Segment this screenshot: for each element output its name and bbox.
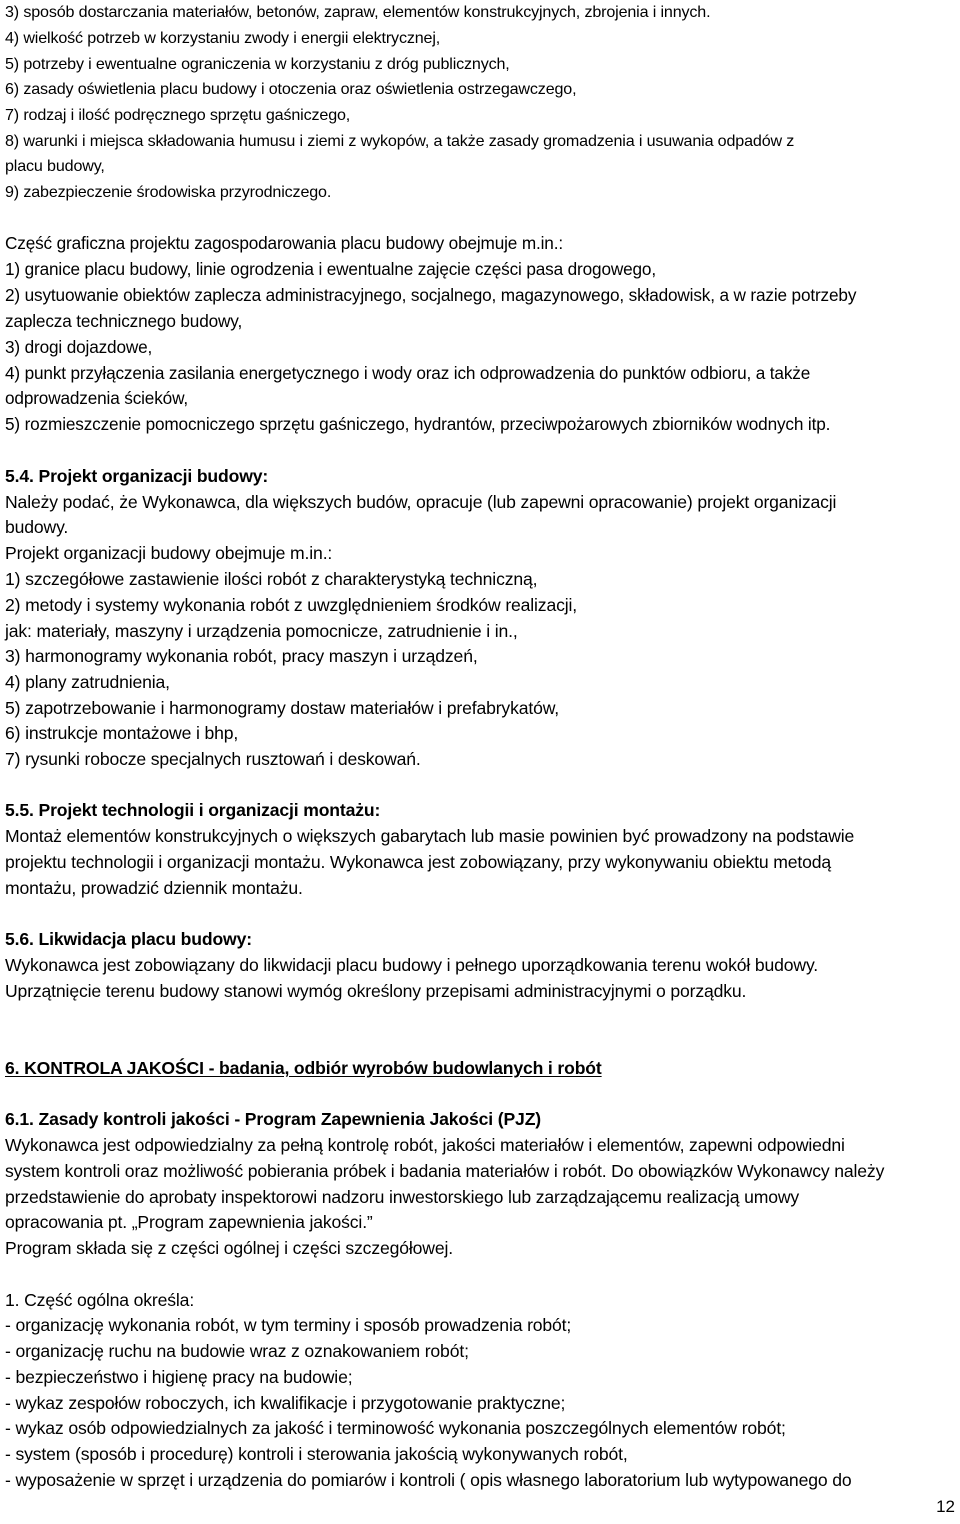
section-6-1-heading: 6.1. Zasady kontroli jakości - Program Zapewnienia Jakości (PJZ) [5,1109,541,1129]
list-item: - wykaz zespołów roboczych, ich kwalifikacje i przygotowanie praktyczne; [5,1393,566,1413]
section-number: 5.4. [5,466,34,486]
graphic-part-item: 4) punkt przyłączenia zasilania energetycznego i wody oraz ich odprowadzenia do punktów odbioru, a także [5,363,811,383]
list-a-item: placu budowy, [5,157,105,175]
list-item: - organizację ruchu na budowie wraz z oznakowaniem robót; [5,1341,469,1361]
list-a-item: 7) rodzaj i ilość podręcznego sprzętu gaśniczego, [5,106,351,124]
list-item: 6) instrukcje montażowe i bhp, [5,723,239,743]
paragraph-line: system kontroli oraz możliwość pobierania próbek i badania materiałów i robót. Do obowiązków Wykonawcy należy [5,1161,885,1181]
paragraph-line: projektu technologii i organizacji montażu. Wykonawca jest zobowiązany, przy wykonywaniu obiektu metodą [5,852,832,872]
list-a-item: 4) wielkość potrzeb w korzystaniu zwody i energii elektrycznej, [5,29,441,47]
section-title: Likwidacja placu budowy: [33,929,252,949]
section-number: 5.6. [5,929,34,949]
paragraph-line: Uprzątnięcie terenu budowy stanowi wymóg określony przepisami administracyjnymi o porządku. [5,981,747,1001]
list-item: 1) szczegółowe zastawienie ilości robót z charakterystyką techniczną, [5,569,538,589]
list-item: jak: materiały, maszyny i urządzenia pomocnicze, zatrudnienie i in., [5,621,518,641]
graphic-part-intro: Część graficzna projektu zagospodarowania placu budowy obejmuje m.in.: [5,233,563,253]
list-item: 7) rysunki robocze specjalnych rusztowań i deskowań. [5,749,421,769]
graphic-part-item: 5) rozmieszczenie pomocniczego sprzętu gaśniczego, hydrantów, przeciwpożarowych zbiorników wodnych itp. [5,414,831,434]
section-number: 5.5. [5,800,34,820]
page-number: 12 [936,1497,955,1516]
list-a-item: 5) potrzeby i ewentualne ograniczenia w korzystaniu z dróg publicznych, [5,55,510,73]
paragraph-line: przedstawienie do aprobaty inspektorowi nadzoru inwestorskiego lub zarządzającemu realizacją umowy [5,1187,800,1207]
paragraph-line: montażu, prowadzić dziennik montażu. [5,878,303,898]
list-item: - wykaz osób odpowiedzialnych za jakość i terminowość wykonania poszczególnych elementów robót; [5,1418,786,1438]
list-item: 4) plany zatrudnienia, [5,672,170,692]
graphic-part-item: 2) usytuowanie obiektów zaplecza administracyjnego, socjalnego, magazynowego, składowisk, a w razie potrzeby [5,285,857,305]
section-5-4-heading [5,465,268,487]
list-item: - bezpieczeństwo i higienę pracy na budowie; [5,1367,353,1387]
paragraph-line: Projekt organizacji budowy obejmuje m.in.: [5,543,333,563]
list-a-item: 8) warunki i miejsca składowania humusu i ziemi z wykopów, a także zasady gromadzenia i usuwania odpadów z [5,132,795,150]
section-5-6-heading [5,928,252,950]
list-a-item: 3) sposób dostarczania materiałów, betonów, zapraw, elementów konstrukcyjnych, zbrojenia i innych. [5,3,711,21]
graphic-part-item: 3) drogi dojazdowe, [5,337,153,357]
list-a-item: 9) zabezpieczenie środowiska przyrodniczego. [5,183,332,201]
section-title: Projekt organizacji budowy: [33,466,269,486]
graphic-part-item: odprowadzenia ścieków, [5,388,189,408]
list-item: - system (sposób i procedurę) kontroli i sterowania jakością wykonywanych robót, [5,1444,628,1464]
list-item: 2) metody i systemy wykonania robót z uwzględnieniem środków realizacji, [5,595,577,615]
paragraph-line: opracowania pt. „Program zapewnienia jakości.” [5,1212,373,1232]
general-part-title: 1. Część ogólna określa: [5,1290,195,1310]
section-5-5-heading [5,799,380,821]
paragraph-line: Montaż elementów konstrukcyjnych o większych gabarytach lub masie powinien być prowadzony na podstawie [5,826,855,846]
graphic-part-item: zaplecza technicznego budowy, [5,311,243,331]
paragraph-line: budowy. [5,517,69,537]
list-item: - organizację wykonania robót, w tym terminy i sposób prowadzenia robót; [5,1315,572,1335]
paragraph-line: Wykonawca jest odpowiedzialny za pełną kontrolę robót, jakości materiałów i elementów, zapewni odpowiedni [5,1135,845,1155]
paragraph-line: Program składa się z części ogólnej i części szczegółowej. [5,1238,453,1258]
section-6-heading: 6. KONTROLA JAKOŚCI - badania, odbiór wyrobów budowlanych i robót [5,1058,602,1078]
section-title: Projekt technologii i organizacji montażu: [33,800,381,820]
graphic-part-item: 1) granice placu budowy, linie ogrodzenia i ewentualne zajęcie części pasa drogowego, [5,259,656,279]
list-item: 5) zapotrzebowanie i harmonogramy dostaw materiałów i prefabrykatów, [5,698,560,718]
list-item: - wyposażenie w sprzęt i urządzenia do pomiarów i kontroli ( opis własnego laboratorium lub wytypowanego do [5,1470,852,1490]
list-a-item: 6) zasady oświetlenia placu budowy i otoczenia oraz oświetlenia ostrzegawczego, [5,80,577,98]
paragraph-line: Wykonawca jest zobowiązany do likwidacji placu budowy i pełnego uporządkowania terenu wokół budowy. [5,955,819,975]
paragraph-line: Należy podać, że Wykonawca, dla większych budów, opracuje (lub zapewni opracowanie) projekt organizacji [5,492,837,512]
list-item: 3) harmonogramy wykonania robót, pracy maszyn i urządzeń, [5,646,478,666]
